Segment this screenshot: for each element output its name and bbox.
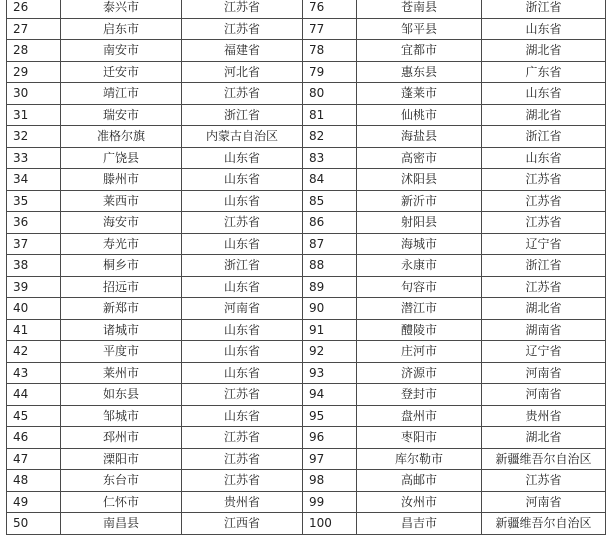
rank-cell: 31 [7,104,61,126]
table-row [7,298,606,320]
table-row [7,341,606,363]
city-cell: 海安市 [61,212,182,234]
city-cell: 启东市 [61,18,182,40]
rank-cell: 29 [7,61,61,83]
province-cell: 河南省 [482,491,606,513]
province-cell: 河南省 [182,298,303,320]
city-cell: 海城市 [357,233,482,255]
province-cell: 河南省 [482,362,606,384]
province-cell: 广东省 [482,61,606,83]
city-cell: 盘州市 [357,405,482,427]
province-cell: 浙江省 [182,255,303,277]
rank-cell: 89 [303,276,357,298]
rank-cell: 95 [303,405,357,427]
city-cell: 新沂市 [357,190,482,212]
city-cell: 南安市 [61,40,182,62]
rank-cell: 87 [303,233,357,255]
rank-cell: 27 [7,18,61,40]
province-cell: 河南省 [482,384,606,406]
rank-cell: 33 [7,147,61,169]
city-cell: 汝州市 [357,491,482,513]
rank-cell: 48 [7,470,61,492]
province-cell: 河北省 [182,61,303,83]
province-cell: 福建省 [182,40,303,62]
rank-cell: 79 [303,61,357,83]
rank-cell: 91 [303,319,357,341]
city-cell: 仙桃市 [357,104,482,126]
province-cell: 江苏省 [482,190,606,212]
province-cell: 山东省 [482,83,606,105]
city-cell: 蓬莱市 [357,83,482,105]
province-cell: 江苏省 [482,470,606,492]
province-cell: 贵州省 [482,405,606,427]
province-cell: 浙江省 [182,104,303,126]
city-cell: 醴陵市 [357,319,482,341]
city-cell: 南昌县 [61,513,182,535]
rank-cell: 40 [7,298,61,320]
rank-cell: 37 [7,233,61,255]
city-cell: 邳州市 [61,427,182,449]
city-cell: 枣阳市 [357,427,482,449]
province-cell: 湖北省 [482,40,606,62]
rank-cell: 30 [7,83,61,105]
province-cell: 山东省 [182,362,303,384]
table-row [7,190,606,212]
rank-cell: 77 [303,18,357,40]
table-row [7,513,606,535]
city-cell: 靖江市 [61,83,182,105]
province-cell: 湖北省 [482,427,606,449]
city-cell: 迁安市 [61,61,182,83]
table-row [7,169,606,191]
table-row [7,448,606,470]
province-cell: 江苏省 [182,83,303,105]
city-cell: 登封市 [357,384,482,406]
city-cell: 邹城市 [61,405,182,427]
city-cell: 广饶县 [61,147,182,169]
rank-cell: 35 [7,190,61,212]
province-cell: 山东省 [182,233,303,255]
table-row [7,83,606,105]
rank-cell: 42 [7,341,61,363]
province-cell: 辽宁省 [482,233,606,255]
table-row [7,319,606,341]
rank-cell: 80 [303,83,357,105]
city-cell: 昌吉市 [357,513,482,535]
province-cell: 江苏省 [482,212,606,234]
table-row [7,61,606,83]
city-cell: 库尔勒市 [357,448,482,470]
rank-cell: 100 [303,513,357,535]
province-cell: 新疆维吾尔自治区 [482,513,606,535]
city-cell: 海盐县 [357,126,482,148]
city-cell: 宜都市 [357,40,482,62]
table-row [7,0,606,18]
province-cell: 江苏省 [182,0,303,18]
city-cell: 高邮市 [357,470,482,492]
table-row [7,233,606,255]
province-cell: 湖北省 [482,104,606,126]
rank-cell: 82 [303,126,357,148]
table-row [7,212,606,234]
rank-cell: 34 [7,169,61,191]
rank-cell: 88 [303,255,357,277]
rank-cell: 84 [303,169,357,191]
rank-cell: 32 [7,126,61,148]
province-cell: 山东省 [182,341,303,363]
city-cell: 潜江市 [357,298,482,320]
province-cell: 江苏省 [182,212,303,234]
table-row [7,427,606,449]
rank-cell: 81 [303,104,357,126]
province-cell: 湖南省 [482,319,606,341]
province-cell: 新疆维吾尔自治区 [482,448,606,470]
province-cell: 贵州省 [182,491,303,513]
province-cell: 江苏省 [182,470,303,492]
province-cell: 江苏省 [182,18,303,40]
city-cell: 溧阳市 [61,448,182,470]
table-row [7,18,606,40]
city-cell: 寿光市 [61,233,182,255]
city-cell: 桐乡市 [61,255,182,277]
province-cell: 江西省 [182,513,303,535]
rank-cell: 78 [303,40,357,62]
province-cell: 江苏省 [482,169,606,191]
city-cell: 莱州市 [61,362,182,384]
rank-cell: 49 [7,491,61,513]
rank-cell: 90 [303,298,357,320]
province-cell: 浙江省 [482,0,606,18]
province-cell: 浙江省 [482,126,606,148]
rank-cell: 26 [7,0,61,18]
rank-cell: 96 [303,427,357,449]
table-row [7,491,606,513]
city-cell: 新郑市 [61,298,182,320]
city-cell: 沭阳县 [357,169,482,191]
province-cell: 江苏省 [182,427,303,449]
rank-cell: 94 [303,384,357,406]
ranking-table-container [6,0,605,535]
province-cell: 内蒙古自治区 [182,126,303,148]
city-cell: 惠东县 [357,61,482,83]
county-ranking-table [6,0,606,535]
rank-cell: 98 [303,470,357,492]
city-cell: 平度市 [61,341,182,363]
rank-cell: 45 [7,405,61,427]
city-cell: 泰兴市 [61,0,182,18]
city-cell: 邹平县 [357,18,482,40]
province-cell: 辽宁省 [482,341,606,363]
rank-cell: 85 [303,190,357,212]
rank-cell: 36 [7,212,61,234]
province-cell: 江苏省 [182,448,303,470]
province-cell: 山东省 [182,190,303,212]
city-cell: 射阳县 [357,212,482,234]
rank-cell: 92 [303,341,357,363]
rank-cell: 46 [7,427,61,449]
city-cell: 济源市 [357,362,482,384]
rank-cell: 83 [303,147,357,169]
rank-cell: 44 [7,384,61,406]
city-cell: 准格尔旗 [61,126,182,148]
city-cell: 句容市 [357,276,482,298]
table-row [7,126,606,148]
table-row [7,40,606,62]
province-cell: 山东省 [182,319,303,341]
rank-cell: 43 [7,362,61,384]
table-row [7,405,606,427]
province-cell: 山东省 [182,169,303,191]
province-cell: 山东省 [182,276,303,298]
table-row [7,255,606,277]
province-cell: 江苏省 [482,276,606,298]
province-cell: 山东省 [482,147,606,169]
city-cell: 永康市 [357,255,482,277]
province-cell: 山东省 [482,18,606,40]
city-cell: 苍南县 [357,0,482,18]
ranking-table-body [7,0,606,534]
table-row [7,384,606,406]
rank-cell: 28 [7,40,61,62]
rank-cell: 99 [303,491,357,513]
province-cell: 江苏省 [182,384,303,406]
table-row [7,362,606,384]
city-cell: 庄河市 [357,341,482,363]
province-cell: 浙江省 [482,255,606,277]
rank-cell: 86 [303,212,357,234]
city-cell: 如东县 [61,384,182,406]
province-cell: 湖北省 [482,298,606,320]
table-row [7,470,606,492]
rank-cell: 50 [7,513,61,535]
rank-cell: 93 [303,362,357,384]
city-cell: 莱西市 [61,190,182,212]
rank-cell: 76 [303,0,357,18]
city-cell: 仁怀市 [61,491,182,513]
province-cell: 山东省 [182,147,303,169]
city-cell: 招远市 [61,276,182,298]
rank-cell: 38 [7,255,61,277]
table-row [7,104,606,126]
rank-cell: 97 [303,448,357,470]
rank-cell: 47 [7,448,61,470]
city-cell: 诸城市 [61,319,182,341]
table-row [7,147,606,169]
rank-cell: 39 [7,276,61,298]
city-cell: 东台市 [61,470,182,492]
city-cell: 滕州市 [61,169,182,191]
city-cell: 瑞安市 [61,104,182,126]
city-cell: 高密市 [357,147,482,169]
table-row [7,276,606,298]
rank-cell: 41 [7,319,61,341]
province-cell: 山东省 [182,405,303,427]
